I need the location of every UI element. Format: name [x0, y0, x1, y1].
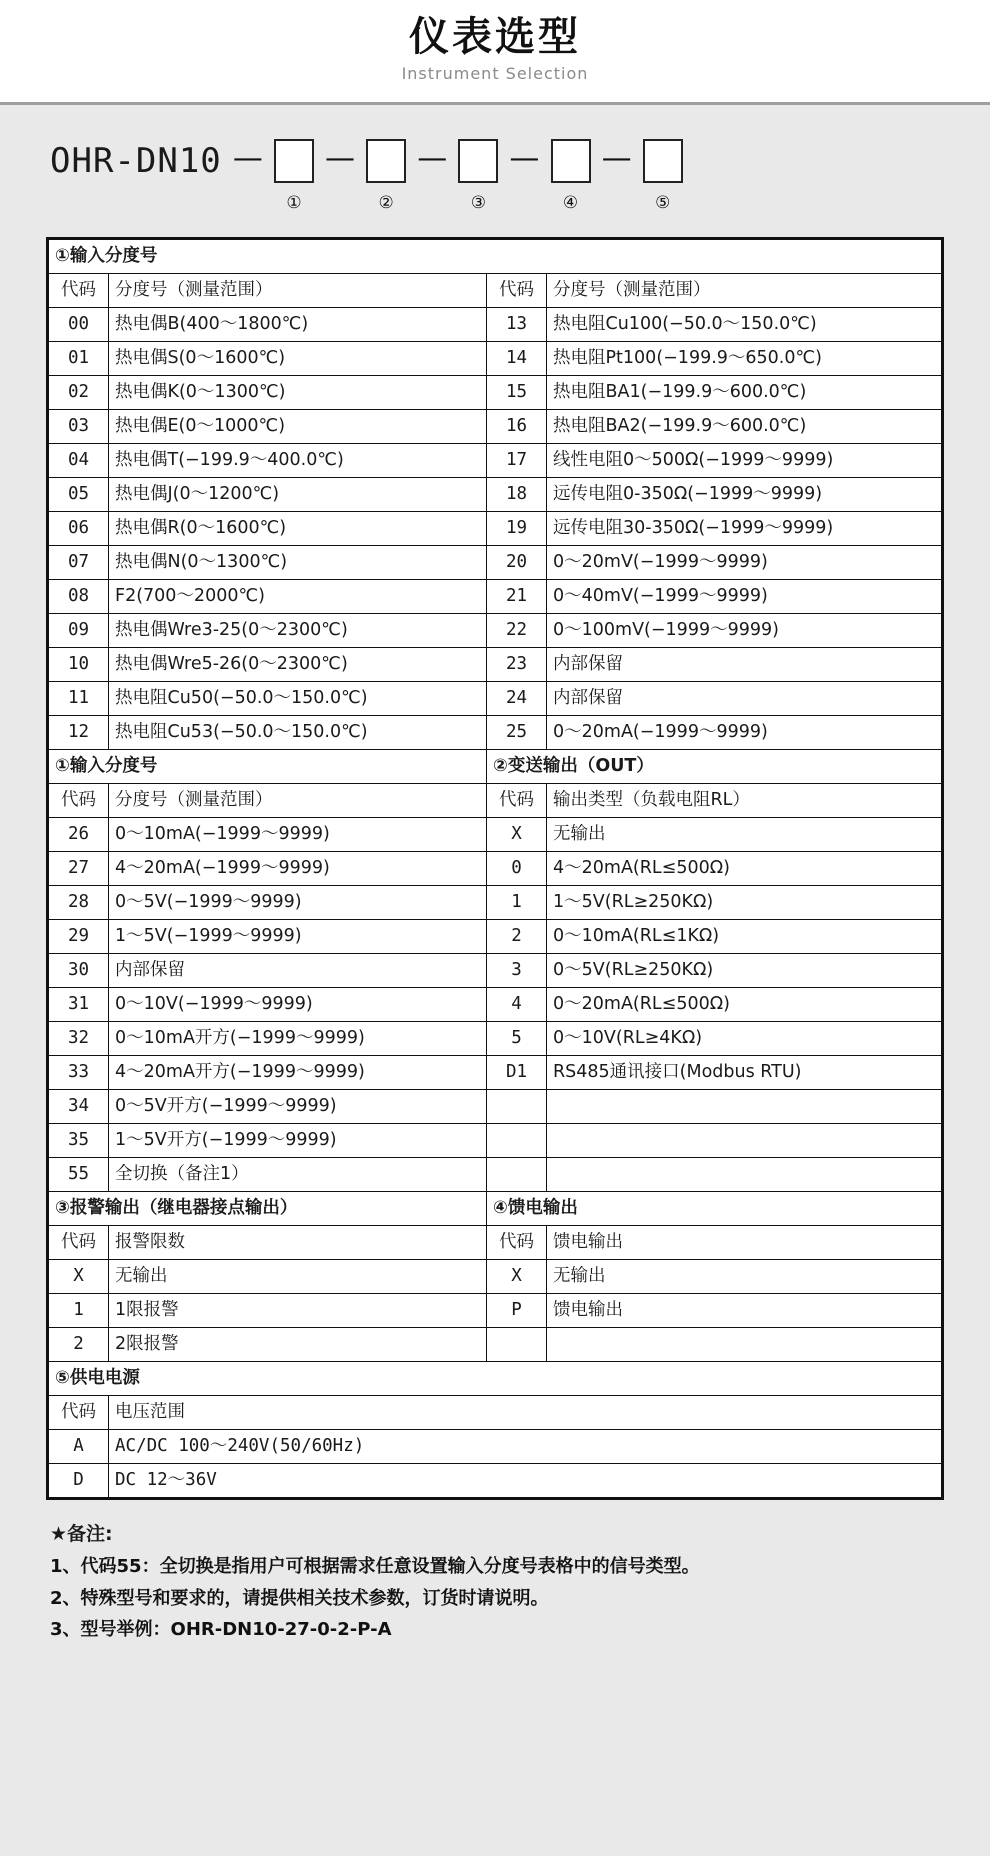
slot-1[interactable] [274, 135, 314, 213]
cell-desc: 线性电阻0～500Ω(−1999～9999) [547, 444, 942, 478]
slot-box-4[interactable] [551, 139, 591, 183]
cell-code: 26 [49, 818, 109, 852]
cell-desc: 0～20mA(RL≤500Ω) [547, 988, 942, 1022]
table-row [49, 614, 942, 648]
hdr-voltage: 电压范围 [109, 1396, 942, 1430]
model-code-row [0, 135, 990, 231]
hdr-code-l2: 代码 [49, 784, 109, 818]
cell-desc: 4～20mA开方(−1999～9999) [109, 1056, 487, 1090]
cell-desc: 热电偶R(0～1600℃) [109, 512, 487, 546]
slot-label-2: ② [378, 193, 394, 213]
cell-desc: 热电阻Cu100(−50.0～150.0℃) [547, 308, 942, 342]
table-row [49, 682, 942, 716]
cell-code: 3 [487, 954, 547, 988]
cell-code: 2 [49, 1328, 109, 1362]
cell-code: 33 [49, 1056, 109, 1090]
cell-code: X [49, 1260, 109, 1294]
cell-code: 30 [49, 954, 109, 988]
cell-empty [487, 1124, 547, 1158]
cell-desc: 热电偶T(−199.9～400.0℃) [109, 444, 487, 478]
cell-code: 1 [487, 886, 547, 920]
cell-empty [487, 1090, 547, 1124]
cell-desc: 热电偶J(0～1200℃) [109, 478, 487, 512]
cell-desc: 1～5V(−1999～9999) [109, 920, 487, 954]
cell-desc: 热电偶S(0～1600℃) [109, 342, 487, 376]
cell-desc: 0～5V开方(−1999～9999) [109, 1090, 487, 1124]
cell-code: 21 [487, 580, 547, 614]
cell-code: 08 [49, 580, 109, 614]
page-subtitle: Instrument Selection [401, 64, 589, 83]
section-row-power [49, 1362, 942, 1396]
section-title-input2: ①输入分度号 [49, 750, 487, 784]
selection-table [46, 237, 944, 1500]
table-row [49, 512, 942, 546]
cell-code: 10 [49, 648, 109, 682]
cell-code: X [487, 1260, 547, 1294]
table-row [49, 410, 942, 444]
table-row [49, 886, 942, 920]
dash-3: — [509, 141, 540, 176]
table-row [49, 920, 942, 954]
column-header-row-2 [49, 784, 942, 818]
hdr-code-power: 代码 [49, 1396, 109, 1430]
cell-code: 13 [487, 308, 547, 342]
cell-desc: 0～10V(RL≥4KΩ) [547, 1022, 942, 1056]
slot-box-1[interactable] [274, 139, 314, 183]
cell-desc: 热电偶Wre5-26(0～2300℃) [109, 648, 487, 682]
cell-desc: 0～5V(−1999～9999) [109, 886, 487, 920]
grid-body [49, 240, 942, 1498]
cell-desc: 热电偶K(0～1300℃) [109, 376, 487, 410]
note-line-1: 1、代码55：全切换是指用户可根据需求任意设置输入分度号表格中的信号类型。 [50, 1556, 700, 1578]
cell-code: 07 [49, 546, 109, 580]
cell-code: 2 [487, 920, 547, 954]
column-header-row-3 [49, 1226, 942, 1260]
table-row [49, 308, 942, 342]
cell-code: 12 [49, 716, 109, 750]
section-row-input [49, 240, 942, 274]
cell-code: 35 [49, 1124, 109, 1158]
cell-code: 32 [49, 1022, 109, 1056]
cell-code: X [487, 818, 547, 852]
hdr-alarm: 报警限数 [109, 1226, 487, 1260]
cell-empty [547, 1158, 942, 1192]
table-row [49, 478, 942, 512]
note-line-3: 3、型号举例：OHR-DN10-27-0-2-P-A [50, 1619, 392, 1641]
cell-desc: 0～20mA(−1999～9999) [547, 716, 942, 750]
section-row-alarm-feed [49, 1192, 942, 1226]
hdr-code-r3: 代码 [487, 1226, 547, 1260]
cell-desc: 热电偶E(0～1000℃) [109, 410, 487, 444]
cell-desc: 内部保留 [547, 682, 942, 716]
table-row [49, 1294, 942, 1328]
table-row [49, 1090, 942, 1124]
section-title-alarm: ③报警输出（继电器接点输出） [49, 1192, 487, 1226]
cell-code: 20 [487, 546, 547, 580]
cell-desc: 0～10V(−1999～9999) [109, 988, 487, 1022]
cell-code: 15 [487, 376, 547, 410]
cell-code: 1 [49, 1294, 109, 1328]
cell-desc: 2限报警 [109, 1328, 487, 1362]
table-row [49, 1158, 942, 1192]
notes-title: ★备注: [50, 1523, 113, 1545]
slot-label-3: ③ [470, 193, 486, 213]
cell-desc: 内部保留 [547, 648, 942, 682]
cell-code: D [49, 1464, 109, 1498]
cell-code: 05 [49, 478, 109, 512]
cell-desc: 馈电输出 [547, 1294, 942, 1328]
cell-empty [547, 1124, 942, 1158]
section-title-input: ①输入分度号 [49, 240, 942, 274]
cell-empty [487, 1158, 547, 1192]
cell-empty [487, 1328, 547, 1362]
cell-code: 0 [487, 852, 547, 886]
table-row [49, 988, 942, 1022]
cell-desc: 全切换（备注1） [109, 1158, 487, 1192]
cell-desc: 热电阻Cu53(−50.0～150.0℃) [109, 716, 487, 750]
note-line-2: 2、特殊型号和要求的，请提供相关技术参数，订货时请说明。 [50, 1587, 549, 1609]
slot-box-5[interactable] [643, 139, 683, 183]
section-title-output: ②变送输出（OUT） [487, 750, 942, 784]
cell-desc: 热电偶B(400～1800℃) [109, 308, 487, 342]
cell-code: 17 [487, 444, 547, 478]
dash-2: — [417, 141, 448, 176]
table-row [49, 580, 942, 614]
slot-label-1: ① [286, 193, 302, 213]
cell-desc: 0～20mV(−1999～9999) [547, 546, 942, 580]
table-row [49, 818, 942, 852]
cell-empty [547, 1090, 942, 1124]
table-row [49, 1328, 942, 1362]
cell-code: 19 [487, 512, 547, 546]
cell-desc: RS485通讯接口(Modbus RTU) [547, 1056, 942, 1090]
cell-desc: 内部保留 [109, 954, 487, 988]
cell-desc: AC/DC 100～240V(50/60Hz) [109, 1430, 942, 1464]
table-row [49, 1056, 942, 1090]
cell-desc: F2(700～2000℃) [109, 580, 487, 614]
cell-desc: 0～10mA(−1999～9999) [109, 818, 487, 852]
cell-desc: 0～40mV(−1999～9999) [547, 580, 942, 614]
cell-desc: 1限报警 [109, 1294, 487, 1328]
cell-desc: 热电阻BA1(−199.9～600.0℃) [547, 376, 942, 410]
table-row [49, 1022, 942, 1056]
section-title-feed: ④馈电输出 [487, 1192, 942, 1226]
grid [48, 239, 942, 1498]
cell-desc: 0～10mA(RL≤1KΩ) [547, 920, 942, 954]
slot-label-4: ④ [562, 193, 579, 213]
table-row [49, 444, 942, 478]
cell-code: 11 [49, 682, 109, 716]
table-row [49, 376, 942, 410]
cell-code: 5 [487, 1022, 547, 1056]
cell-code: 27 [49, 852, 109, 886]
table-row [49, 852, 942, 886]
hdr-feed: 馈电输出 [547, 1226, 942, 1260]
cell-code: P [487, 1294, 547, 1328]
hdr-grad-l1: 分度号（测量范围） [109, 274, 487, 308]
cell-code: 55 [49, 1158, 109, 1192]
cell-code: 24 [487, 682, 547, 716]
cell-code: 23 [487, 648, 547, 682]
slot-4[interactable] [551, 135, 591, 213]
cell-code: 06 [49, 512, 109, 546]
slot-2[interactable] [366, 135, 406, 213]
cell-desc: 无输出 [109, 1260, 487, 1294]
cell-desc: 热电偶Wre3-25(0～2300℃) [109, 614, 487, 648]
column-header-row-1 [49, 274, 942, 308]
cell-code: 18 [487, 478, 547, 512]
cell-desc: 热电阻Pt100(−199.9～650.0℃) [547, 342, 942, 376]
cell-desc: 0～10mA开方(−1999～9999) [109, 1022, 487, 1056]
notes-section [50, 1518, 944, 1646]
page-title: 仪表选型 [409, 14, 581, 60]
cell-code: 4 [487, 988, 547, 1022]
cell-desc: 0～5V(RL≥250KΩ) [547, 954, 942, 988]
cell-desc: 热电阻BA2(−199.9～600.0℃) [547, 410, 942, 444]
dash-0: — [232, 141, 263, 176]
table-row [49, 342, 942, 376]
model-name: OHR-DN10 [50, 141, 222, 181]
cell-desc: 4～20mA(−1999～9999) [109, 852, 487, 886]
cell-code: 22 [487, 614, 547, 648]
hdr-code-l3: 代码 [49, 1226, 109, 1260]
cell-code: 03 [49, 410, 109, 444]
cell-desc: 远传电阻0-350Ω(−1999～9999) [547, 478, 942, 512]
cell-code: A [49, 1430, 109, 1464]
cell-code: D1 [487, 1056, 547, 1090]
cell-code: 02 [49, 376, 109, 410]
table-row [49, 716, 942, 750]
cell-code: 04 [49, 444, 109, 478]
dash-1: — [325, 141, 356, 176]
cell-code: 34 [49, 1090, 109, 1124]
table-row [49, 1124, 942, 1158]
slot-box-3[interactable] [458, 139, 498, 183]
hdr-code-r2: 代码 [487, 784, 547, 818]
table-row [49, 1260, 942, 1294]
table-row [49, 1464, 942, 1498]
slot-box-2[interactable] [366, 139, 406, 183]
cell-desc: DC 12～36V [109, 1464, 942, 1498]
cell-code: 09 [49, 614, 109, 648]
table-row [49, 648, 942, 682]
section-row-input2-output [49, 750, 942, 784]
hdr-grad-l2: 分度号（测量范围） [109, 784, 487, 818]
cell-code: 00 [49, 308, 109, 342]
cell-desc: 1～5V开方(−1999～9999) [109, 1124, 487, 1158]
cell-desc: 0～100mV(−1999～9999) [547, 614, 942, 648]
slot-3[interactable] [458, 135, 498, 213]
column-header-row-4 [49, 1396, 942, 1430]
cell-code: 25 [487, 716, 547, 750]
cell-desc: 1～5V(RL≥250KΩ) [547, 886, 942, 920]
cell-desc: 热电阻Cu50(−50.0～150.0℃) [109, 682, 487, 716]
table-row [49, 546, 942, 580]
cell-code: 01 [49, 342, 109, 376]
table-row [49, 1430, 942, 1464]
cell-desc: 远传电阻30-350Ω(−1999～9999) [547, 512, 942, 546]
section-title-power: ⑤供电电源 [49, 1362, 942, 1396]
hdr-grad-r1: 分度号（测量范围） [547, 274, 942, 308]
cell-code: 31 [49, 988, 109, 1022]
cell-desc: 无输出 [547, 1260, 942, 1294]
page-header [0, 0, 990, 105]
hdr-code-r1: 代码 [487, 274, 547, 308]
table-row [49, 954, 942, 988]
slot-5[interactable] [643, 135, 683, 213]
cell-code: 16 [487, 410, 547, 444]
hdr-code-l1: 代码 [49, 274, 109, 308]
cell-code: 29 [49, 920, 109, 954]
cell-desc: 热电偶N(0～1300℃) [109, 546, 487, 580]
hdr-outtype: 输出类型（负载电阻RL） [547, 784, 942, 818]
cell-code: 28 [49, 886, 109, 920]
dash-4: — [601, 141, 632, 176]
cell-desc: 无输出 [547, 818, 942, 852]
slot-label-5: ⑤ [655, 193, 671, 213]
cell-empty [547, 1328, 942, 1362]
cell-code: 14 [487, 342, 547, 376]
cell-desc: 4～20mA(RL≤500Ω) [547, 852, 942, 886]
